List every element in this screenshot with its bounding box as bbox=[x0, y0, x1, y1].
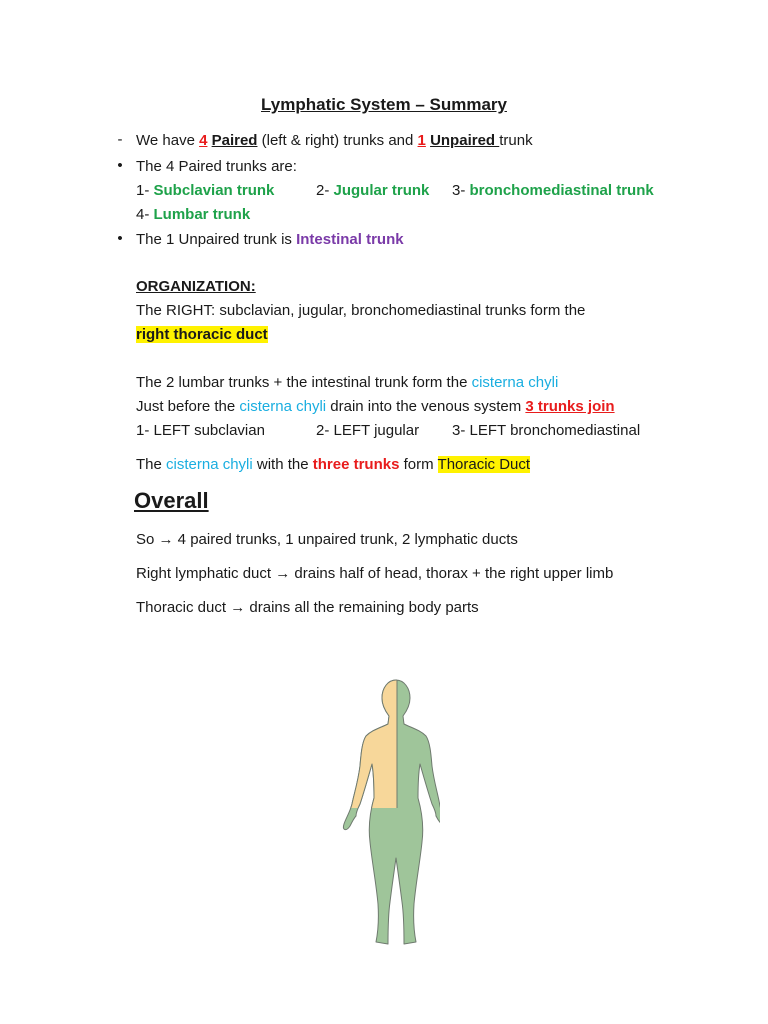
paired-item-2 bbox=[316, 181, 429, 201]
intro-line bbox=[136, 131, 533, 151]
lymphatic-drainage-body-figure bbox=[330, 676, 440, 948]
right-duct-line bbox=[136, 325, 268, 345]
paired-item-3-name: bronchomediastinal trunk bbox=[469, 182, 654, 199]
paired-item-2-name: Jugular trunk bbox=[333, 182, 430, 199]
unpaired-text: The 1 Unpaired trunk is bbox=[136, 231, 297, 248]
unpaired-line bbox=[136, 230, 404, 250]
left-item-1: 1- LEFT subclavian bbox=[136, 422, 265, 439]
bullet-unpaired: • bbox=[117, 230, 123, 247]
overall-line-2-a: Right lymphatic duct bbox=[136, 565, 276, 582]
before-mid: drain into the venous system bbox=[326, 398, 526, 415]
left-item-2: 2- LEFT jugular bbox=[316, 422, 420, 439]
paired-item-2-num: 2- bbox=[316, 182, 334, 199]
overall-line-2-b: drains half of head, thorax + the right upper limb bbox=[290, 565, 614, 582]
overall-line-1-a: So bbox=[136, 531, 159, 548]
arrow-icon: → bbox=[275, 565, 291, 582]
intro-text-3: trunk bbox=[499, 132, 533, 149]
before-line bbox=[136, 397, 615, 417]
intro-text-2: (left & right) trunks and bbox=[257, 132, 418, 149]
unpaired-count: 1 bbox=[417, 132, 426, 149]
arrow-icon: → bbox=[230, 599, 246, 616]
overall-line-2 bbox=[136, 564, 613, 584]
right-trunks-line: The RIGHT: subclavian, jugular, bronchomediastinal trunks form the bbox=[136, 302, 586, 319]
overall-line-1-b: 4 paired trunks, 1 unpaired trunk, 2 lymphatic ducts bbox=[173, 531, 518, 548]
overall-line-1 bbox=[136, 530, 518, 550]
left-item-3: 3- LEFT bronchomediastinal bbox=[452, 422, 641, 439]
arrow-icon: → bbox=[158, 531, 174, 548]
overall-line-3-a: Thoracic duct bbox=[136, 599, 231, 616]
three-trunks: three trunks bbox=[312, 456, 400, 473]
cisterna-chyli-3: cisterna chyli bbox=[166, 456, 253, 473]
paired-item-1-num: 1- bbox=[136, 182, 154, 199]
paired-word: Paired bbox=[211, 132, 258, 149]
cisterna-chyli-1: cisterna chyli bbox=[471, 374, 559, 391]
organization-heading: ORGANIZATION: bbox=[136, 278, 256, 295]
paired-item-1-name: Subclavian trunk bbox=[153, 182, 275, 199]
final-the: The bbox=[136, 456, 167, 473]
paired-item-3-num: 3- bbox=[452, 182, 470, 199]
paired-item-4 bbox=[136, 205, 250, 225]
overall-line-3-b: drains all the remaining body parts bbox=[245, 599, 479, 616]
final-with: with the bbox=[252, 456, 313, 473]
thoracic-duct: Thoracic Duct bbox=[437, 456, 531, 473]
three-trunks-join: 3 trunks join bbox=[525, 398, 615, 415]
paired-count: 4 bbox=[199, 132, 208, 149]
bullet-paired: • bbox=[117, 157, 123, 174]
overall-heading: Overall bbox=[134, 488, 209, 513]
paired-item-4-num: 4- bbox=[136, 206, 154, 223]
overall-line-3 bbox=[136, 598, 479, 618]
lumbar-line bbox=[136, 373, 558, 393]
final-form: form bbox=[399, 456, 438, 473]
paired-heading: The 4 Paired trunks are: bbox=[136, 158, 297, 175]
dash-bullet: - bbox=[117, 131, 123, 148]
paired-item-3 bbox=[452, 181, 654, 201]
unpaired-word: Unpaired bbox=[430, 132, 500, 149]
right-thoracic-duct: right thoracic duct bbox=[136, 326, 268, 343]
thoracic-line bbox=[136, 455, 530, 475]
before-text: Just before the bbox=[136, 398, 240, 415]
page-title: Lymphatic System – Summary bbox=[261, 95, 507, 114]
cisterna-chyli-2: cisterna chyli bbox=[239, 398, 327, 415]
lumbar-text: The 2 lumbar trunks + the intestinal trunk form the bbox=[136, 374, 472, 391]
intro-text-1: We have bbox=[136, 132, 200, 149]
paired-item-1 bbox=[136, 181, 274, 201]
intestinal-trunk: Intestinal trunk bbox=[296, 231, 404, 248]
paired-item-4-name: Lumbar trunk bbox=[153, 206, 251, 223]
